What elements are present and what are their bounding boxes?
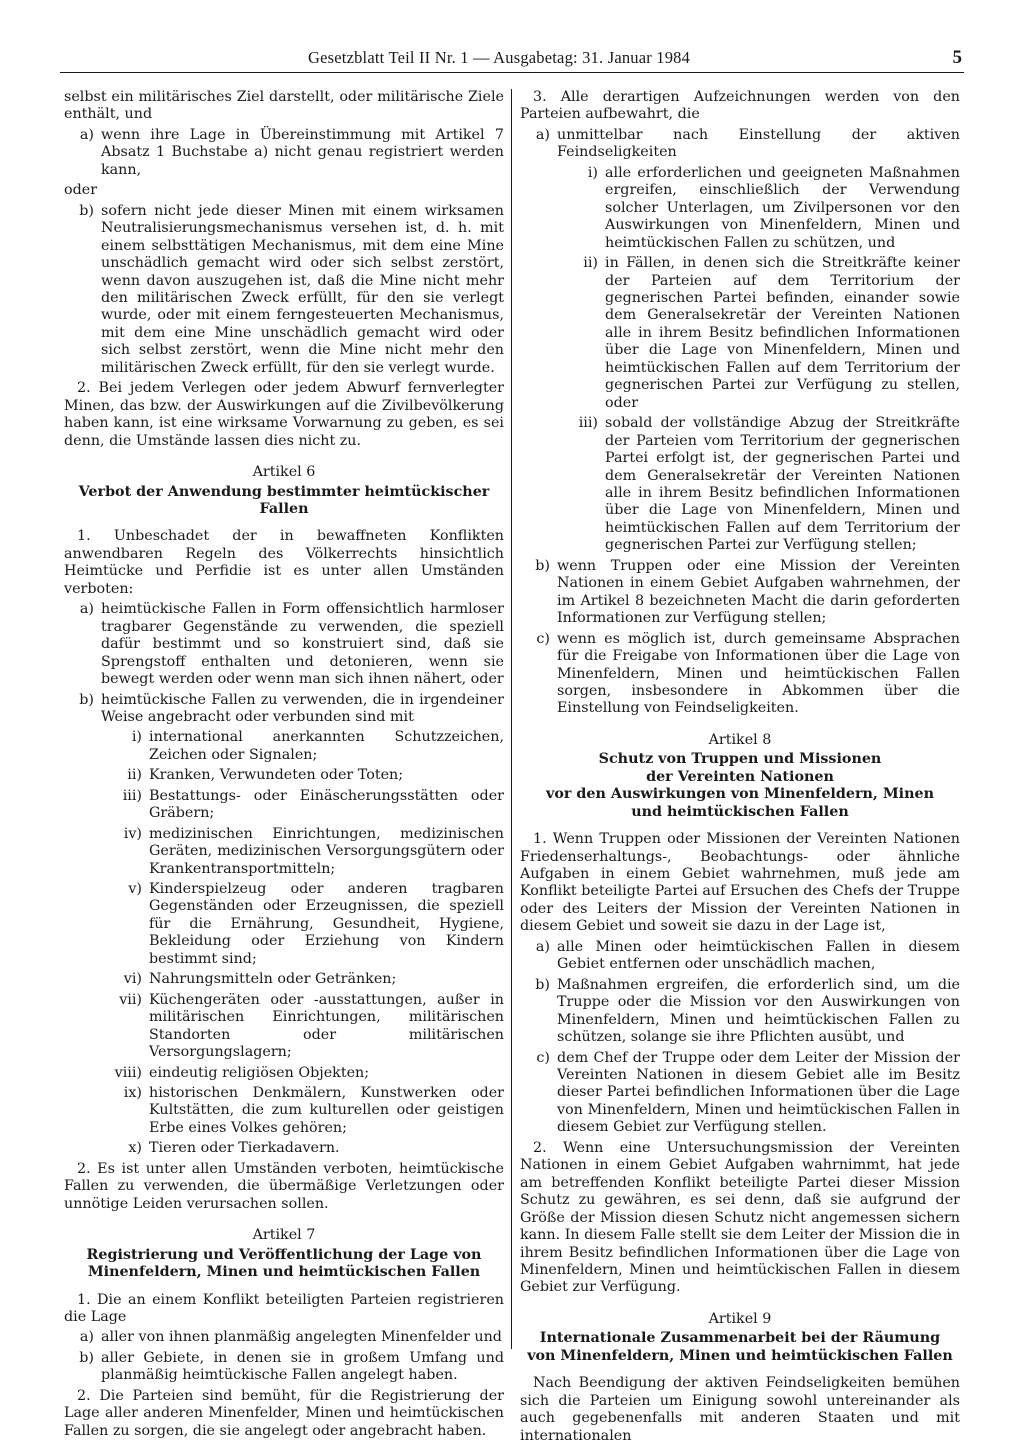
paragraph: 3. Alle derartigen Aufzeichnungen werden von den Parteien aufbewahrt, die (520, 89, 960, 123)
sub-list-item (64, 826, 504, 878)
paragraph: 2. Wenn eine Untersuchungsmission der Vereinten Nationen in einem Gebiet Aufgaben wahrnimmt, hat jede am betreffenden Konflikt beteiligte Partei dieser Mission Schutz zu gewähren, es sei denn, daß sie aufgrund der Größe der Mission diesen Schutz nicht angemessen sichern kann. In diesem Falle stellt sie dem Leiter der Mission die in ihrem Besitz befindlichen Informationen über die Lage von Minenfeldern, Minen und heimtückischen Fallen in diesem Gebiet zur Verfügung. (520, 1139, 960, 1296)
sub-list-text: international anerkannten Schutzzeichen, Zeichen oder Signalen; (149, 729, 504, 763)
sub-list-label: vi) (123, 971, 142, 988)
sub-list-label: viii) (114, 1064, 142, 1081)
article-title-line: der Vereinten Nationen (646, 768, 834, 785)
sub-list-label: v) (128, 881, 142, 898)
sub-list-item (64, 1140, 504, 1157)
list-item (64, 1350, 504, 1385)
list-item (64, 1329, 504, 1346)
list-label: b) (535, 557, 550, 574)
article-title-line: Schutz von Truppen und Missionen (598, 751, 882, 768)
sub-list-label: i) (131, 729, 142, 746)
list-label: c) (536, 1049, 550, 1066)
sub-list-text: medizinischen Einrichtungen, medizinischen Geräten, medizinischen Versorgungsgütern oder Krankentransportmitteln; (149, 825, 504, 877)
list-label: a) (535, 938, 550, 955)
article-title: Registrierung und Veröffentlichung der Lage von Minenfeldern, Minen und heimtückischen Fallen (86, 1246, 482, 1281)
list-text: wenn ihre Lage in Übereinstimmung mit Artikel 7 Absatz 1 Buchstabe a) nicht genau registriert werden kann, (101, 126, 504, 178)
gazette-title: Gesetzblatt Teil II Nr. 1 — Ausgabetag: 31. Januar 1984 (308, 48, 691, 67)
page-header (60, 46, 964, 73)
list-item (520, 127, 960, 162)
article-heading: Artikel 9 (708, 1310, 772, 1327)
list-label: a) (535, 126, 550, 143)
list-text: wenn es möglich ist, durch gemeinsame Absprachen für die Freigabe von Informationen über die Lage von Minenfeldern, Minen und heimtückischen Fallen sorgen, insbesondere in Abkommen über die Einstellung von Feindseligkeiten. (557, 630, 960, 717)
article-heading: Artikel 6 (252, 464, 316, 481)
list-item (520, 558, 960, 628)
left-column (64, 89, 504, 1443)
sub-list-text: Tieren oder Tierkadavern. (149, 1140, 340, 1157)
list-label: a) (79, 601, 94, 618)
sub-list-text: Kinderspielzeug oder anderen tragbaren Gegenständen oder Erzeugnissen, die speziell für die Ernährung, Gesundheit, Hygiene, Bekleidung oder Erziehung von Kindern bestimmt sind; (149, 881, 504, 967)
paragraph: 2. Es ist unter allen Umständen verboten, heimtückische Fallen zu verwenden, die übermäßige Verletzungen oder unnötige Leiden verursachen sollen. (64, 1160, 504, 1212)
sub-list-label: x) (128, 1140, 142, 1157)
sub-list-label: iii) (122, 787, 142, 804)
sub-list-label: ii) (127, 767, 142, 784)
sub-list-label: ii) (583, 255, 598, 272)
sub-list (64, 729, 504, 1157)
article-title-line: von Minenfeldern, Minen und heimtückischen Fallen (527, 1347, 953, 1364)
sub-list-label: i) (587, 164, 598, 181)
sub-list-item (520, 165, 960, 252)
sub-list-text: historischen Denkmälern, Kunstwerken oder Kultstätten, die zum kulturellen oder geistigen Erbe eines Volkes gehören; (149, 1085, 504, 1136)
list-label: a) (79, 1329, 94, 1346)
list-text: heimtückische Fallen in Form offensichtlich harmloser tragbarer Gegenstände zu verwenden, die speziell dafür bestimmt und so konstruiert sind, daß sie Sprengstoff enthalten und detonieren, wenn sie bewegt werden oder wenn man sich ihnen nähert, oder (101, 601, 504, 688)
list-item (64, 692, 504, 727)
list-text: unmittelbar nach Einstellung der aktiven Feindseligkeiten (557, 126, 960, 161)
list-text: alle Minen oder heimtückischen Fallen in diesem Gebiet entfernen oder unschädlich machen, (557, 938, 960, 973)
sub-list-label: iv) (123, 825, 142, 842)
sub-list-item (64, 1085, 504, 1137)
article-heading: Artikel 8 (708, 731, 772, 748)
list-item (64, 127, 504, 179)
list-item (64, 203, 504, 378)
list-label: b) (79, 1349, 94, 1366)
sub-list-item (64, 881, 504, 968)
paragraph: 1. Die an einem Konflikt beteiligten Parteien registrieren die Lage (64, 1291, 504, 1325)
paragraph: oder (64, 182, 98, 199)
list-label: c) (536, 630, 550, 647)
right-column (520, 89, 960, 1448)
sub-list-text: Küchengeräten oder -ausstattungen, außer in militärischen Einrichtungen, militärischen Standorten oder militärischen Versorgungslagern; (149, 991, 504, 1061)
article-title: Verbot der Anwendung bestimmter heimtückischer Fallen (78, 483, 490, 517)
sub-list-text: in Fällen, in denen sich die Streitkräfte keiner der Parteien auf dem Territorium der gegnerischen Partei befinden, einander sowie dem Generalsekretär der Vereinten Nationen alle in ihrem Besitz befindlichen Informationen über die Lage von Minenfeldern, Minen und heimtückischen Fallen auf dem Territorium der gegnerischen Partei zur Verfügung zu stellen, oder (605, 255, 960, 411)
paragraph: 2. Die Parteien sind bemüht, für die Registrierung der Lage aller anderen Minenfelder, Minen und heimtückischen Fallen zu sorgen, die sie angelegt oder angebracht haben. (64, 1387, 504, 1439)
column-divider (511, 89, 512, 1349)
paragraph: selbst ein militärisches Ziel darstellt, oder militärische Ziele enthält, und (64, 89, 504, 123)
sub-list-text: sobald der vollständige Abzug der Streitkräfte der Parteien vom Territorium der gegnerischen Partei erfolgt ist, der gegnerischen Partei und dem Generalsekretär der Vereinten Nationen alle in ihrem Besitz befindlichen Informationen über die Lage von Minenfeldern, Minen und heimtückischen Fallen auf dem Territorium der gegnerischen Partei zur Verfügung stellen; (605, 415, 960, 554)
article-heading: Artikel 7 (252, 1227, 316, 1244)
article-title-line: vor den Auswirkungen von Minenfeldern, Minen (546, 786, 934, 803)
list-item (64, 601, 504, 688)
page-number: 5 (952, 47, 962, 68)
list-text: wenn Truppen oder eine Mission der Vereinten Nationen in einem Gebiet Aufgaben wahrnehmen, der im Artikel 8 bezeichneten Macht die darin geforderten Informationen zur Verfügung stellen; (557, 557, 960, 627)
sub-list-label: ix) (123, 1085, 142, 1102)
paragraph: 2. Bei jedem Verlegen oder jedem Abwurf fernverlegter Minen, das bzw. der Auswirkungen auf die Zivilbevölkerung haben kann, ist eine wirksame Vorwarnung zu geben, es sei denn, die Umstände lassen dies nicht zu. (64, 380, 504, 449)
sub-list-label: iii) (578, 415, 598, 432)
paragraph: Nach Beendigung der aktiven Feindseligkeiten bemühen sich die Parteien um Einigung sowohl untereinander als auch gegebenenfalls mit anderen Staaten und mit internationalen (520, 1375, 960, 1444)
list-text: aller Gebiete, in denen sie in großem Umfang und planmäßig heimtückische Fallen angelegt haben. (101, 1349, 504, 1384)
list-label: b) (79, 691, 94, 708)
article-title-line: und heimtückischen Fallen (631, 803, 849, 820)
sub-list-text: alle erforderlichen und geeigneten Maßnahmen ergreifen, einschließlich der Verwendung solcher Unterlagen, um Zivilpersonen vor den Auswirkungen von Minenfeldern, Minen und heimtückischen Fallen zu schützen, und (605, 164, 960, 251)
list-item (520, 977, 960, 1047)
sub-list (520, 165, 960, 555)
list-text: aller von ihnen planmäßig angelegten Minenfelder und (101, 1329, 502, 1346)
list-label: a) (79, 126, 94, 143)
sub-list-text: eindeutig religiösen Objekten; (149, 1064, 370, 1081)
sub-list-item (64, 767, 504, 784)
sub-list-item (520, 415, 960, 555)
sub-list-item (64, 971, 504, 988)
sub-list-text: Kranken, Verwundeten oder Toten; (149, 767, 404, 784)
list-text: dem Chef der Truppe oder dem Leiter der Mission der Vereinten Nationen in diesem Gebiet alle im Besitz dieser Partei befindlichen Informationen über die Lage von Minenfeldern, Minen und heimtückischen Fallen in diesem Gebiet zur Verfügung stellen. (557, 1049, 960, 1136)
list-label: b) (79, 202, 94, 219)
paragraph: 1. Unbeschadet der in bewaffneten Konflikten anwendbaren Regeln des Völkerrechts hinsichtlich Heimtücke und Perfidie ist es unter allen Umständen verboten: (64, 528, 504, 597)
sub-list-label: vii) (119, 991, 142, 1008)
sub-list-item (64, 992, 504, 1062)
sub-list-item (64, 788, 504, 823)
sub-list-text: Bestattungs- oder Einäscherungsstätten oder Gräbern; (149, 787, 504, 822)
article-title (520, 1330, 960, 1365)
list-text: heimtückische Fallen zu verwenden, die in irgendeiner Weise angebracht oder verbunden sind mit (101, 691, 504, 725)
list-text: Maßnahmen ergreifen, die erforderlich sind, um die Truppe oder die Mission vor den Auswirkungen von Minenfeldern, Minen und heimtückischen Fallen zu schützen, solange sie ihre Pflichten ausübt, und (557, 976, 960, 1046)
sub-list-item (64, 1065, 504, 1082)
list-label: b) (535, 976, 550, 993)
list-item (520, 631, 960, 718)
list-item (520, 1050, 960, 1137)
sub-list-item (64, 729, 504, 764)
list-item (520, 939, 960, 974)
sub-list-item (520, 255, 960, 412)
article-title (520, 751, 960, 821)
paragraph: 1. Wenn Truppen oder Missionen der Vereinten Nationen Friedenserhaltungs-, Beobachtungs- oder ähnliche Aufgaben in einem Gebiet wahrnehmen, muß jede am Konflikt beteiligte Partei auf Ersuchen des Chefs der Truppe oder des Leiters der Mission der Vereinten Nationen in diesem Gebiet und soweit sie dazu in der Lage ist, (520, 831, 960, 935)
article-title-line: Internationale Zusammenarbeit bei der Räumung (539, 1330, 941, 1347)
list-text: sofern nicht jede dieser Minen mit einem wirksamen Neutralisierungsmechanismus versehen ist, d. h. mit einem selbsttätigen Mechanismus, mit dem eine Mine unschädlich gemacht wird oder sich selbst zerstört, wenn davon auszugehen ist, daß die Mine nicht mehr den militärischen Zweck erfüllt, für den sie verlegt wurde, oder mit einem ferngesteuerten Mechanismus, mit dem eine Mine unschädlich gemacht wird oder sich selbst zerstört, wenn die Mine nicht mehr den militärischen Zweck erfüllt, für den sie verlegt wurde. (101, 202, 504, 376)
sub-list-text: Nahrungsmitteln oder Getränken; (149, 971, 397, 988)
